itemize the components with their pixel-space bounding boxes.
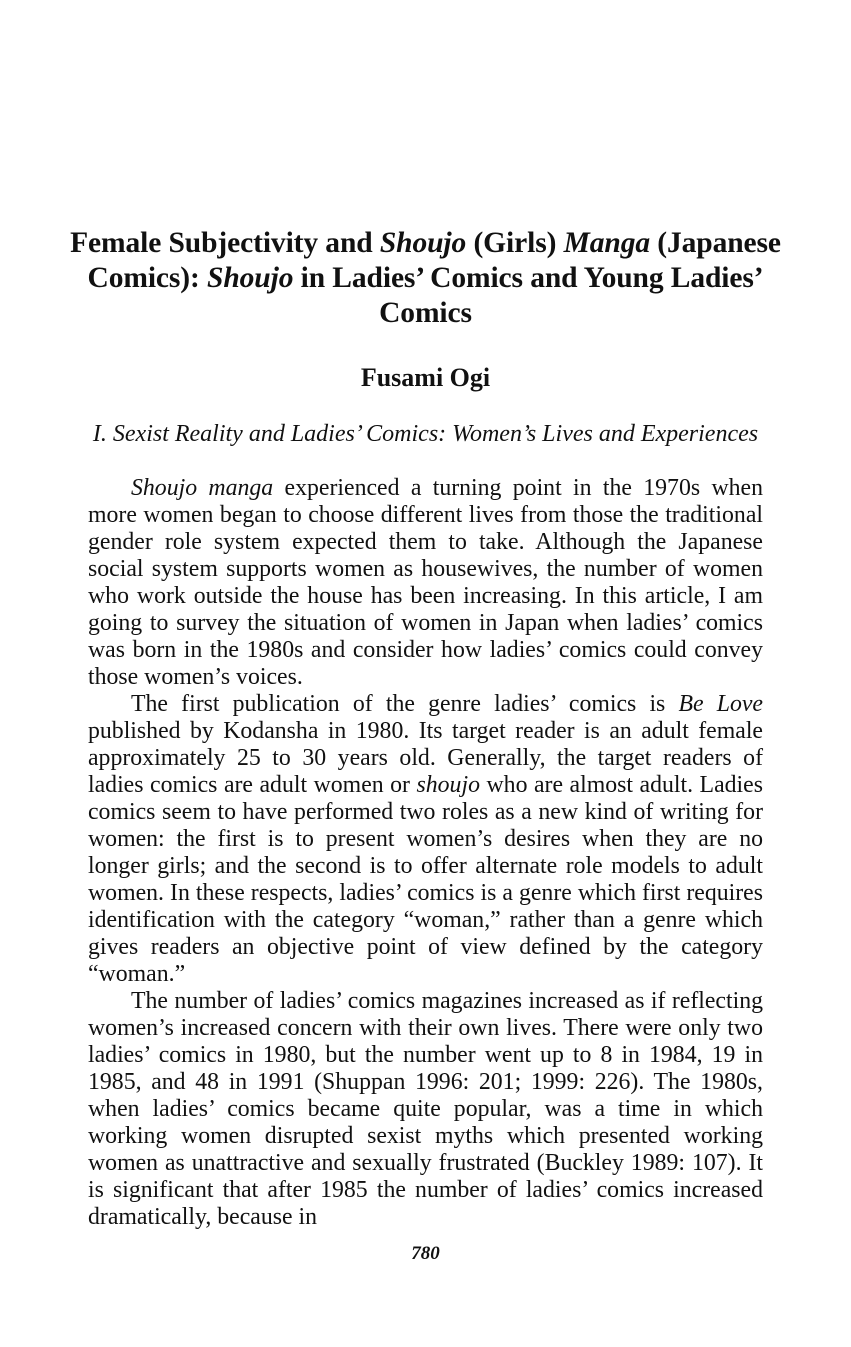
- article-title: [60, 226, 791, 331]
- title-italic-shoujo: Shoujo: [207, 262, 294, 294]
- body-paragraph: [88, 475, 763, 691]
- paragraph-text: published by Kodansha in 1980. Its target reader is an adult female approximately 25 to 30 years old. Generally, the target readers of ladies comics are adult women or: [88, 718, 763, 798]
- body-paragraph: [88, 988, 763, 1231]
- paragraph-text: The first publication of the genre ladies’ comics is: [131, 691, 679, 717]
- title-part: in Ladies’ Comics and Young Ladies’ Comics: [293, 262, 764, 329]
- author-name: Fusami Ogi: [360, 363, 491, 392]
- paragraph-text: experienced a turning point in the 1970s when more women began to choose different lives from those the traditional gender role system expected them to take. Although the Japanese social system supports women as housewives, the number of women who work outside the house has been increasing. In this article, I am going to survey the situation of women in Japan when ladies’ comics was born in the 1980s and consider how ladies’ comics could convey those women’s voices.: [88, 475, 763, 690]
- article-body: [88, 475, 763, 1231]
- paragraph-text: who are almost adult. Ladies comics seem to have performed two roles as a new kind of writing for women: the first is to present women’s desires when they are no longer girls; and the second is to offer alternate role models to adult women. In these respects, ladies’ comics is a genre which first requires identification with the category “woman,” rather than a genre which gives readers an objective point of view defined by the category “woman.”: [88, 772, 763, 987]
- italic-term: shoujo: [416, 772, 480, 798]
- title-part: (Girls): [466, 227, 564, 259]
- paragraph-text: The number of ladies’ comics magazines increased as if reflecting women’s increased concern with their own lives. There were only two ladies’ comics in 1980, but the number went up to 8 in 1984, 19 in 1985, and 48 in 1991 (Shuppan 1996: 201; 1999: 226). The 1980s, when ladies’ comics became quite popular, was a time in which working women disrupted sexist myths which presented working women as unattractive and sexually frustrated (Buckley 1989: 107). It is significant that after 1985 the number of ladies’ comics increased dramatically, because in: [88, 988, 763, 1230]
- italic-term: Shoujo manga: [131, 475, 274, 501]
- section-heading: I. Sexist Reality and Ladies’ Comics: Women’s Lives and Experiences: [92, 421, 759, 447]
- page-number: 780: [411, 1243, 440, 1264]
- body-paragraph: [88, 691, 763, 988]
- italic-term: Be Love: [678, 691, 763, 717]
- title-part: (Japanese Comics):: [87, 227, 781, 294]
- title-italic-shoujo: Shoujo: [379, 227, 467, 259]
- title-part: Female Subjectivity and: [70, 227, 380, 259]
- title-italic-manga: Manga: [563, 227, 650, 259]
